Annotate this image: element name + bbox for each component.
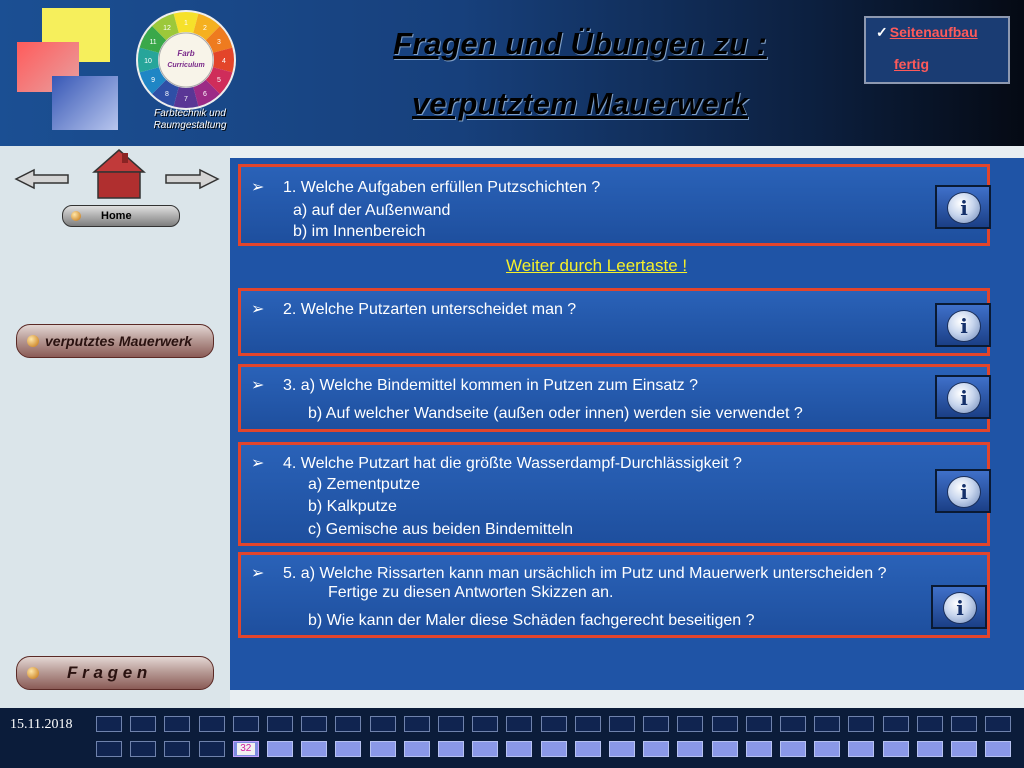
date-label: 15.11.2018 — [10, 717, 73, 732]
wheel-number: 10 — [144, 58, 152, 65]
question-1-text: 1. Welche Aufgaben erfüllen Putzschichten ? — [283, 179, 601, 196]
question-3-line-1 — [251, 375, 698, 395]
bullet-arrow-icon: ➢ — [251, 301, 265, 318]
slide-thumbnail[interactable] — [643, 716, 669, 732]
wheel-number: 6 — [203, 90, 207, 98]
slide-thumbnail[interactable] — [643, 741, 669, 757]
left-nav-panel — [0, 146, 230, 708]
continue-link[interactable]: Weiter durch Leertaste ! — [506, 256, 688, 275]
wheel-number: 2 — [203, 25, 207, 33]
slide-thumbnail[interactable] — [199, 716, 225, 732]
wheel-center — [159, 33, 213, 87]
button-dot-icon — [71, 211, 81, 221]
logo-square-blue — [52, 76, 118, 130]
question-4-text: 4. Welche Putzart hat die größte Wasserdampf-Durchlässigkeit ? — [283, 455, 742, 472]
slide-thumbnail[interactable] — [883, 716, 909, 732]
question-card-1 — [238, 164, 990, 246]
slide-thumbnail[interactable] — [951, 741, 977, 757]
info-button-3[interactable] — [935, 375, 991, 419]
wheel-number: 9 — [151, 77, 156, 84]
info-button-2[interactable] — [935, 303, 991, 347]
logo-caption-line2: Raumgestaltung — [153, 120, 227, 131]
button-dot-icon — [27, 335, 39, 347]
wheel-number: 12 — [163, 25, 171, 33]
info-icon: i — [947, 192, 981, 224]
slide-thumbnail[interactable] — [96, 716, 122, 732]
logo-caption-line1: Farbtechnik und — [154, 108, 226, 119]
bullet-arrow-icon: ➢ — [251, 565, 265, 582]
question-card-3 — [238, 364, 990, 432]
slide-thumbnail[interactable] — [917, 741, 943, 757]
question-4-line-4: c) Gemische aus beiden Bindemitteln — [308, 521, 574, 538]
home-button[interactable] — [62, 205, 180, 227]
slide-thumbnail[interactable] — [609, 741, 635, 757]
question-1-line-1 — [251, 177, 600, 197]
info-icon: i — [947, 310, 981, 342]
question-4-line-2: a) Zementputze — [308, 476, 421, 493]
logo-caption — [140, 108, 240, 132]
question-1-line-2: a) auf der Außenwand — [293, 202, 451, 219]
wheel-label-farb: Farb — [177, 49, 195, 58]
bullet-arrow-icon: ➢ — [251, 455, 265, 472]
slide-thumbnail[interactable] — [130, 716, 156, 732]
slide-thumbnail[interactable] — [96, 741, 122, 757]
question-5-line-2: Fertige zu diesen Antworten Skizzen an. — [328, 584, 614, 601]
slide-thumbnail[interactable] — [541, 741, 567, 757]
question-5-text: 5. a) Welche Rissarten kann man ursächlich im Putz und Mauerwerk unterscheiden ? — [283, 565, 887, 582]
info-button-4[interactable] — [935, 469, 991, 513]
current-slide-thumbnail[interactable] — [233, 741, 259, 757]
slide-thumbnail[interactable] — [506, 716, 532, 732]
nav-button-verputztes-mauerwerk[interactable] — [16, 324, 214, 358]
page-title-line2: verputztem Mauerwerk — [412, 86, 748, 121]
slide-thumbnail[interactable] — [199, 741, 225, 757]
slide-thumbnail[interactable] — [130, 741, 156, 757]
question-content-area — [230, 158, 1024, 690]
slide-thumbnail[interactable] — [848, 716, 874, 732]
question-2-line-1 — [251, 299, 576, 319]
slide-thumbnail[interactable] — [267, 741, 293, 757]
slide-thumbnail[interactable] — [164, 716, 190, 732]
button-dot-icon — [27, 667, 39, 679]
slide-thumbnail[interactable] — [609, 716, 635, 732]
slide-thumbnail[interactable] — [677, 716, 703, 732]
slide-thumbnail[interactable] — [541, 716, 567, 732]
slide-thumbnail[interactable] — [164, 741, 190, 757]
question-2-text: 2. Welche Putzarten unterscheidet man ? — [283, 301, 577, 318]
wheel-number: 11 — [149, 39, 157, 46]
nav-button-fragen-label: F r a g e n — [67, 663, 148, 682]
info-icon: i — [947, 476, 981, 508]
question-3-line-2: b) Auf welcher Wandseite (außen oder innen) werden sie verwendet ? — [308, 405, 803, 422]
question-4-line-3: b) Kalkputze — [308, 498, 397, 515]
slide-thumbnail[interactable] — [233, 716, 259, 732]
slide-thumbnail[interactable] — [301, 716, 327, 732]
wheel-label-curriculum: Curriculum — [167, 62, 205, 69]
slide-thumbnail[interactable] — [712, 741, 738, 757]
slide-thumbnail[interactable] — [370, 741, 396, 757]
info-icon: i — [947, 382, 981, 414]
slide-thumbnail[interactable] — [472, 716, 498, 732]
question-4-line-1 — [251, 453, 742, 473]
slide-thumbnail[interactable] — [301, 741, 327, 757]
nav-button-fragen[interactable] — [16, 656, 214, 690]
slide-thumbnail[interactable] — [438, 716, 464, 732]
wheel-number: 4 — [222, 58, 226, 65]
wheel-number: 8 — [165, 90, 169, 98]
back-arrow-icon[interactable] — [14, 168, 70, 190]
question-card-4 — [238, 442, 990, 546]
wheel-number: 1 — [184, 20, 188, 27]
checkmark-icon: ✓ — [876, 24, 888, 40]
question-card-2 — [238, 288, 990, 356]
page-title-line1: Fragen und Übungen zu : — [393, 26, 767, 61]
toc-link-fertig[interactable]: fertig — [894, 56, 929, 72]
slide-thumbnail[interactable] — [780, 716, 806, 732]
toc-box — [864, 16, 1010, 84]
forward-arrow-icon[interactable] — [164, 168, 220, 190]
slide-thumbnail[interactable] — [472, 741, 498, 757]
bullet-arrow-icon: ➢ — [251, 377, 265, 394]
toc-link-seitenaufbau-label: Seitenaufbau — [889, 24, 978, 40]
slide-thumbnail[interactable] — [404, 716, 430, 732]
question-3-text: 3. a) Welche Bindemittel kommen in Putzen zum Einsatz ? — [283, 377, 698, 394]
home-icon[interactable] — [92, 148, 146, 200]
home-button-label: Home — [101, 210, 132, 222]
current-slide-number: 32 — [237, 743, 255, 755]
slide-thumbnail[interactable] — [917, 716, 943, 732]
slide-thumbnail[interactable] — [985, 741, 1011, 757]
toc-link-seitenaufbau[interactable] — [876, 24, 978, 41]
nav-button-verputztes-mauerwerk-label: verputztes Mauerwerk — [45, 333, 193, 349]
slide-thumbnail[interactable] — [335, 716, 361, 732]
slide-thumbnail[interactable] — [267, 716, 293, 732]
question-1-line-3: b) im Innenbereich — [293, 223, 426, 240]
slide-thumbnail[interactable] — [712, 716, 738, 732]
slide-thumbnail[interactable] — [985, 716, 1011, 732]
slide-thumbnail[interactable] — [677, 741, 703, 757]
slide-thumbnail[interactable] — [575, 716, 601, 732]
question-card-5 — [238, 552, 990, 638]
slide-thumbnail[interactable] — [575, 741, 601, 757]
slide-thumbnail[interactable] — [780, 741, 806, 757]
slide-thumbnail[interactable] — [746, 741, 772, 757]
slide-thumbnail[interactable] — [814, 741, 840, 757]
slide-thumbnail[interactable] — [370, 716, 396, 732]
bullet-arrow-icon: ➢ — [251, 179, 265, 196]
slide-thumbnail[interactable] — [438, 741, 464, 757]
slide-thumbnail[interactable] — [404, 741, 430, 757]
slide-thumbnail[interactable] — [814, 716, 840, 732]
slide-thumbnail[interactable] — [746, 716, 772, 732]
slide-thumbnail[interactable] — [335, 741, 361, 757]
info-button-5[interactable] — [931, 585, 987, 629]
slide-thumbnail[interactable] — [883, 741, 909, 757]
color-wheel-logo — [134, 8, 238, 112]
slide-thumbnail[interactable] — [506, 741, 532, 757]
wheel-number: 5 — [216, 77, 221, 84]
info-button-1[interactable] — [935, 185, 991, 229]
wheel-number: 7 — [184, 96, 188, 103]
question-5-line-3: b) Wie kann der Maler diese Schäden fachgerecht beseitigen ? — [308, 612, 755, 629]
question-5-line-1 — [251, 563, 887, 583]
slide-thumbnail[interactable] — [951, 716, 977, 732]
slide-thumbnail[interactable] — [848, 741, 874, 757]
info-icon: i — [943, 592, 977, 624]
wheel-number: 3 — [216, 39, 221, 46]
